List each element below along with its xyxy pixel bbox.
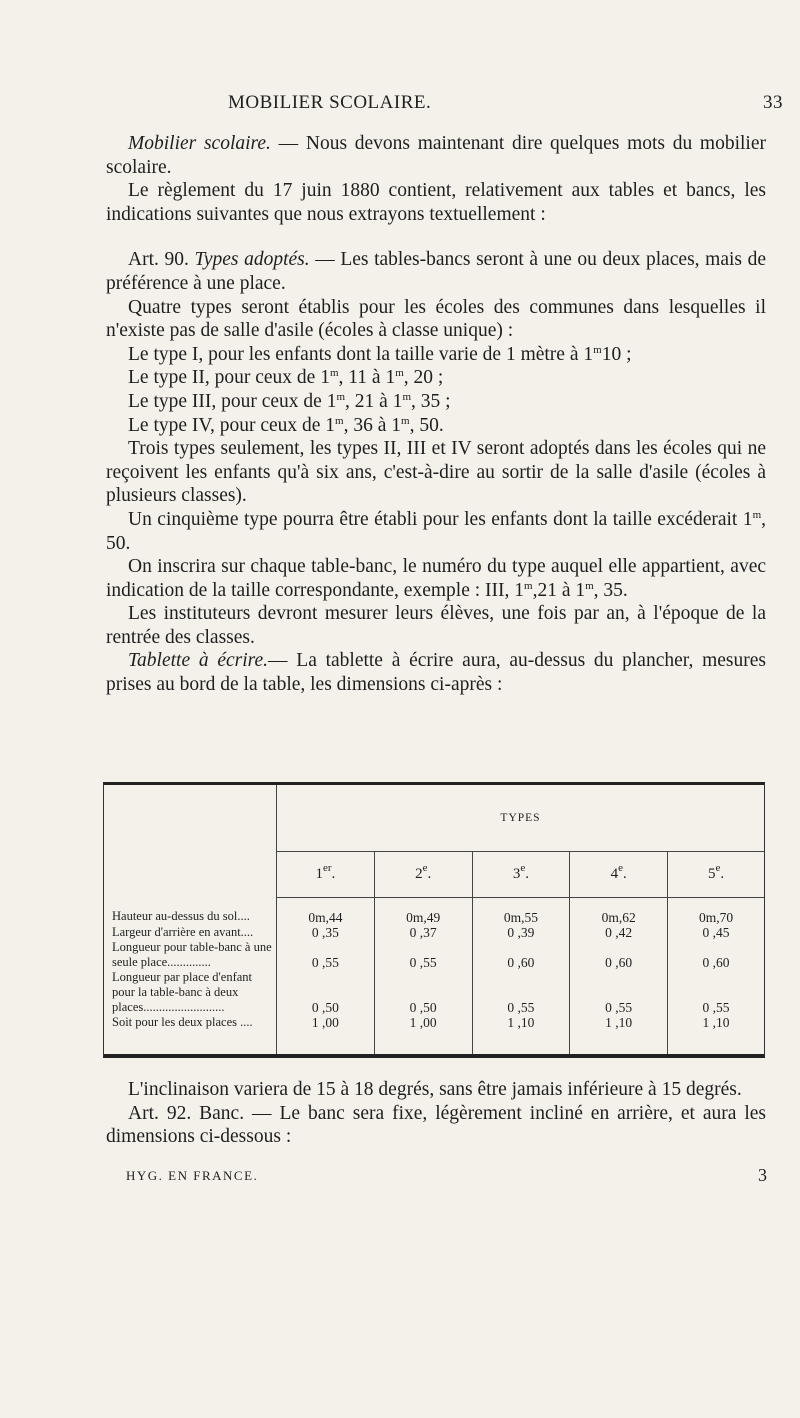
table-cell: 0 ,55 xyxy=(668,970,764,1015)
table-cell: 0 ,55 xyxy=(374,940,472,970)
after-table-text xyxy=(106,1078,766,1149)
type4-sup1: m xyxy=(335,414,344,427)
type4-a: Le type IV, pour ceux de 1 xyxy=(128,414,336,436)
table-cell: 0 ,55 xyxy=(472,970,570,1015)
paragraph-inscription xyxy=(106,555,766,602)
table-corner xyxy=(104,785,277,897)
type3-sup1: m xyxy=(336,390,346,403)
paragraph-art90 xyxy=(106,248,766,295)
row-label: Longueur pour table-banc à une seule place.............. xyxy=(112,940,272,970)
column-period: . xyxy=(427,865,432,882)
type1-sup: m xyxy=(593,343,602,356)
table-row xyxy=(104,897,764,925)
table-row xyxy=(104,970,764,1015)
table-cell: 0 ,35 xyxy=(277,925,375,940)
paragraph-intro-text: — Nous devons maintenant dire quelques mots du mobilier scolaire. xyxy=(106,133,766,178)
art90-number: Art. 90. xyxy=(128,249,195,271)
paragraph-type-3 xyxy=(106,390,766,414)
table-row xyxy=(104,925,764,940)
table-cell: 0 ,60 xyxy=(570,940,668,970)
dimensions-table-grid xyxy=(104,785,764,1054)
paragraph-instituteurs: Les instituteurs devront mesurer leurs élèves, une fois par an, à l'époque de la rentrée des classes. xyxy=(106,603,766,648)
art92-number: Art. 92. xyxy=(128,1102,200,1124)
column-suffix: e xyxy=(520,861,526,874)
column-suffix: er xyxy=(322,861,332,874)
type5-sup: m xyxy=(752,508,762,521)
type3-c: , 35 ; xyxy=(411,390,451,412)
dimensions-table xyxy=(103,782,765,1058)
table-cell: 0 ,50 xyxy=(374,970,472,1015)
column-period: . xyxy=(525,865,529,882)
type4-c: , 50. xyxy=(409,414,444,436)
table-cell: 1 ,00 xyxy=(277,1015,375,1054)
row-label: Longueur par place d'enfant pour la table-banc à deux places.......................... xyxy=(112,970,253,1015)
table-cell: 0m,44 xyxy=(277,897,375,925)
type5-b: , 50. xyxy=(106,508,766,554)
type1-a: Le type I, pour les enfants dont la taille varie de 1 mètre à 1 xyxy=(128,343,594,365)
table-cell: 0 ,50 xyxy=(277,970,375,1015)
types-header: TYPES xyxy=(277,785,765,852)
table-cell: 0 ,45 xyxy=(668,925,764,940)
column-header xyxy=(374,852,472,898)
table-cell: 0 ,60 xyxy=(668,940,764,970)
paragraph-inclinaison: L'inclinaison variera de 15 à 18 degrés, sans être jamais inférieure à 15 degrés. xyxy=(128,1079,742,1100)
row-label: Soit pour les deux places .... xyxy=(112,1015,253,1030)
art92-text: — Le banc sera fixe, légèrement incliné en arrière, et aura les dimensions ci-dessous : xyxy=(106,1102,766,1148)
column-period: . xyxy=(623,865,627,882)
table-cell: 0m,62 xyxy=(570,897,668,925)
paragraph-intro xyxy=(106,132,766,179)
running-title: MOBILIER SCOLAIRE. xyxy=(228,92,432,113)
type4-b: , 36 à 1 xyxy=(343,414,402,436)
table-cell: 0m,70 xyxy=(668,897,764,925)
column-suffix: e xyxy=(618,861,623,874)
paragraph-type-2 xyxy=(106,366,766,390)
type3-sup2: m xyxy=(402,390,411,403)
column-header xyxy=(668,852,764,898)
table-cell: 1 ,10 xyxy=(570,1015,668,1054)
sheet-number: 3 xyxy=(758,1165,767,1185)
table-cell: 0 ,37 xyxy=(374,925,472,940)
type1-b: 10 ; xyxy=(601,343,632,365)
type2-sup2: m xyxy=(395,367,404,380)
paragraph-reglement: Le règlement du 17 juin 1880 contient, relativement aux tables et bancs, les indications suivantes que nous extrayons textuellement : xyxy=(106,180,766,225)
inscription-sup1: m xyxy=(524,579,533,592)
heading-tablette: Tablette à écrire. xyxy=(128,650,269,672)
inscription-b: ,21 à 1 xyxy=(532,579,586,601)
table-row xyxy=(104,1015,764,1054)
type5-a: Un cinquième type pourra être établi pour les enfants dont la taille excéderait 1 xyxy=(128,508,753,530)
inscription-sup2: m xyxy=(585,579,594,592)
column-header xyxy=(570,852,668,898)
table-cell: 0 ,39 xyxy=(472,925,570,940)
paragraph-quatre-types: Quatre types seront établis pour les écoles des communes dans lesquelles il n'existe pas de salle d'asile (écoles à classe unique) : xyxy=(106,296,766,342)
type2-a: Le type II, pour ceux de 1 xyxy=(128,367,330,389)
paragraph-art92 xyxy=(106,1102,766,1149)
page-number: 33 xyxy=(763,92,783,113)
type4-sup2: m xyxy=(401,414,410,427)
table-cell: 0 ,60 xyxy=(472,940,570,970)
inscription-c: , 35. xyxy=(593,579,628,601)
table-body xyxy=(104,897,764,1054)
column-number: 4 xyxy=(610,865,619,882)
table-row xyxy=(104,940,764,970)
heading-types: Types adoptés. xyxy=(194,249,310,271)
paragraph-type-1 xyxy=(106,343,766,367)
paragraph-trois-types: Trois types seulement, les types II, III et IV seront adoptés dans les écoles qui ne reçoivent les enfants qu'à six ans, c'est-à-dire au sortir de la salle d'asile (écoles à plusieurs classes). xyxy=(106,438,766,507)
column-number: 1 xyxy=(315,865,323,882)
column-header xyxy=(472,852,570,898)
type2-b: , 11 à 1 xyxy=(338,367,396,389)
art90-text: — Les tables-bancs seront à une ou deux places, mais de préférence à une place. xyxy=(106,249,766,294)
heading-banc: Banc. xyxy=(199,1102,245,1124)
column-number: 3 xyxy=(512,865,521,882)
paragraph-cinquieme-type xyxy=(106,508,766,555)
column-period: . xyxy=(720,865,725,882)
type3-b: , 21 à 1 xyxy=(345,390,403,412)
main-text xyxy=(106,132,766,697)
column-number: 2 xyxy=(415,865,423,882)
table-cell: 1 ,00 xyxy=(374,1015,472,1054)
type3-a: Le type III, pour ceux de 1 xyxy=(128,390,337,412)
table-cell: 1 ,10 xyxy=(472,1015,570,1054)
column-suffix: e xyxy=(422,861,428,874)
table-cell: 0 ,55 xyxy=(277,940,375,970)
table-cell: 0m,55 xyxy=(472,897,570,925)
row-label: Largeur d'arrière en avant.... xyxy=(112,925,254,940)
heading-mobilier: Mobilier scolaire. xyxy=(128,133,271,154)
paragraph-type-4 xyxy=(106,414,766,438)
column-suffix: e xyxy=(715,861,721,874)
table-cell: 0 ,42 xyxy=(570,925,668,940)
type2-sup1: m xyxy=(329,367,339,380)
column-period: . xyxy=(331,865,336,882)
column-header xyxy=(277,852,375,898)
table-cell: 0 ,55 xyxy=(570,970,668,1015)
column-number: 5 xyxy=(707,865,716,882)
tablette-text: — La tablette à écrire aura, au-dessus du plancher, mesures prises au bord de la table, les dimensions ci-après : xyxy=(106,650,766,696)
footer-signature: HYG. EN FRANCE. xyxy=(126,1168,259,1183)
row-label: Hauteur au-dessus du sol.... xyxy=(112,909,250,924)
table-cell: 1 ,10 xyxy=(668,1015,764,1054)
table-cell: 0m,49 xyxy=(374,897,472,925)
paragraph-tablette xyxy=(106,649,766,696)
type2-c: , 20 ; xyxy=(403,367,444,389)
inscription-a: On inscrira sur chaque table-banc, le numéro du type auquel elle appartient, avec indication de la taille correspondante, exemple : III, 1 xyxy=(106,556,766,601)
